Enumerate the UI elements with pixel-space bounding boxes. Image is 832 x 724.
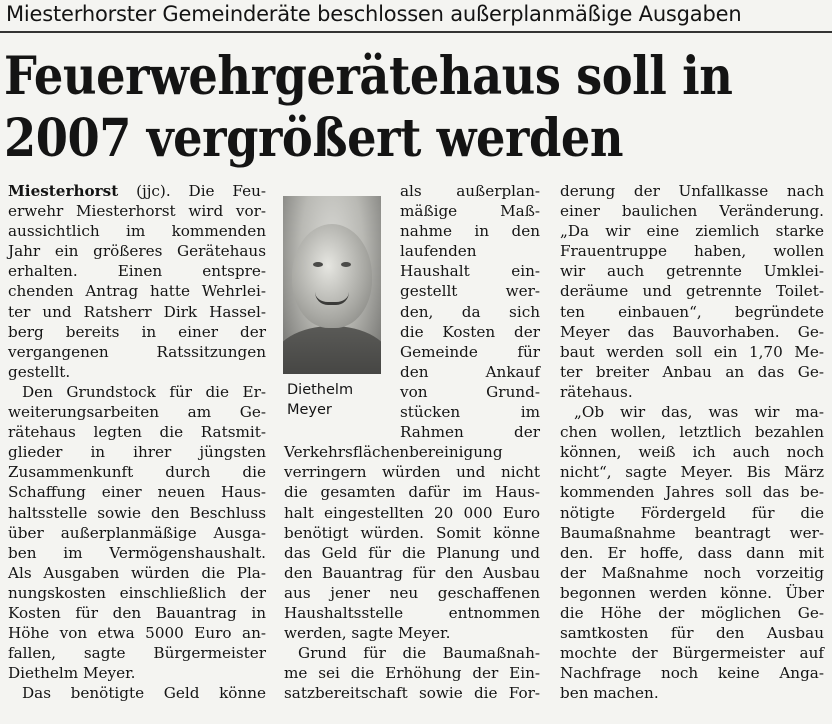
column-3-line: können, weiß ich auch noch [560,443,824,462]
column-1-line: ter und Ratsherr Dirk Hassel- [8,302,266,321]
column-2-line: gestellt wer- [400,282,540,301]
column-1-line: chenden Antrag hatte Wehrlei- [8,282,266,301]
column-2-line: die Kosten der [400,322,540,341]
column-3-line: deräume und getrennte Toilet- [560,282,824,301]
column-3-line: begonnen werden könne. Über [560,583,824,602]
column-1-line: Jahr ein größeres Gerätehaus [8,242,266,261]
column-3-line: den. Er hoffe, dass dann mit [560,543,824,562]
article-column-3 [560,181,824,703]
column-1-line: fallen, sagte Bürgermeister [8,644,266,663]
column-1-line: gestellt. [8,362,71,381]
column-3-line: baut werden soll ein 1,70 Me- [560,342,824,361]
column-2-line: satzbereitschaft sowie die For- [284,684,540,703]
column-2-narrow-block [400,181,540,442]
main-headline [4,46,739,170]
column-1-line: erhalten. Einen entspre- [8,262,266,281]
column-1-line: Den Grundstock für die Er- [22,382,266,401]
column-2-line: werden, sagte Meyer. [284,624,451,643]
column-3-line: rätehaus. [560,382,633,401]
column-3-line: Frauentruppe haben, wollen [560,242,824,261]
column-2-line: Haushaltsstelle entnommen [284,603,540,622]
header-rule [0,31,832,33]
dateline: Miesterhorst [8,182,119,200]
article-column-1 [8,181,266,703]
column-2-line: Verkehrsflächenbereinigung [284,443,503,462]
column-2-line: den Ankauf [400,362,540,381]
column-1-line: Kosten für den Bauantrag in [8,603,266,622]
column-2-line: von Grund- [400,382,540,401]
column-3-line: die Höhe der möglichen Ge- [560,603,824,622]
column-3-line: „Da wir eine ziemlich starke [560,222,824,241]
column-2-line: nahme in den [400,222,540,241]
column-2-line: Grund für die Baumaßnah- [298,644,540,663]
column-1-line: ben im Vermögenshaushalt. [8,543,266,562]
column-1-line: über außerplanmäßige Ausga- [8,523,266,542]
column-3-line: Nachfrage noch keine Anga- [560,664,824,683]
column-2-line: Haushalt ein- [400,262,540,281]
column-1-line: Schaffung einer neuen Haus- [8,483,266,502]
column-1-line: berg bereits in einer der [8,322,266,341]
column-1-line: vergangenen Ratssitzungen [8,342,266,361]
column-1-line: weiterungsarbeiten am Ge- [8,403,266,422]
column-3-line: einer baulichen Veränderung. [560,202,824,221]
column-2-line: verringern würden und nicht [284,463,540,482]
column-2-line: mäßige Maß- [400,202,540,221]
column-1-line: Als Ausgaben würden die Pla- [8,563,266,582]
column-1-line: glieder in ihrer jüngsten [8,443,266,462]
column-1-line: haltsstelle sowie den Beschluss [8,503,266,522]
column-3-line: Meyer das Bauvorhaben. Ge- [560,322,824,341]
column-2-line: den, da sich [400,302,540,321]
column-1-line: aussichtlich im kommenden [8,222,266,241]
column-1-line: Höhe von etwa 5000 Euro an- [8,624,266,643]
column-3-line: nicht“, sagte Meyer. Bis März [560,463,824,482]
column-1-line-1: Miesterhorst (jjc). Die Feu- [8,182,266,200]
column-3-line: Baumaßnahme beantragt wer- [560,523,824,542]
column-3-line: wir auch getrennte Umklei- [560,262,824,281]
column-2-line: me sei die Erhöhung der Ein- [284,664,540,683]
kicker-headline: Miesterhorster Gemeinderäte beschlossen außerplanmäßige Ausgaben [6,2,742,26]
column-2-line: die gesamten dafür im Haus- [284,483,540,502]
column-1-line: Diethelm Meyer. [8,664,136,683]
column-3-line: mochte der Bürgermeister auf [560,644,824,663]
column-2-line: halt eingestellten 20 000 Euro [284,503,540,522]
column-1-line: Zusammenkunft durch die [8,463,266,482]
column-2-line: aus jener neu geschaffenen [284,583,540,602]
column-2-line: Rahmen der [400,423,540,442]
column-3-line: samtkosten für den Ausbau [560,624,824,643]
column-3-line: „Ob wir das, was wir ma- [574,403,824,422]
column-3-line: ten einbauen“, begründete [560,302,824,321]
column-3-line: nötigte Fördergeld für die [560,503,824,522]
article-column-2 [284,181,540,703]
column-1-line: nungskosten einschließlich der [8,583,266,602]
column-1-line: Das benötigte Geld könne [22,684,266,703]
column-3-line: derung der Unfallkasse nach [560,182,824,200]
headline-line-2: 2007 vergrößert werden [4,108,624,169]
caption-line: Meyer [287,402,332,418]
column-1-line: rätehaus legten die Ratsmit- [8,423,266,442]
column-2-line: den Bauantrag für den Ausbau [284,563,540,582]
column-3-line: ben machen. [560,684,659,703]
column-2-line: laufenden [400,242,477,261]
column-2-line: das Geld für die Planung und [284,543,540,562]
caption-line: Diethelm [287,382,354,398]
column-2-line: Gemeinde für [400,342,540,361]
column-3-line: ter breiter Anbau an das Ge- [560,362,824,381]
headline-line-1: Feuerwehrgerätehaus soll in [4,46,733,107]
column-3-line: der Maßnahme noch vorzeitig [560,563,824,582]
column-3-line: kommenden Jahres soll das be- [560,483,824,502]
column-2-line: benötigt würden. Somit könne [284,523,540,542]
column-1-line: erwehr Miesterhorst wird vor- [8,202,266,221]
column-3-line: chen wollen, letztlich bezahlen [560,423,824,442]
column-2-line: stücken im [400,403,540,422]
column-2-line: als außerplan- [400,182,540,200]
